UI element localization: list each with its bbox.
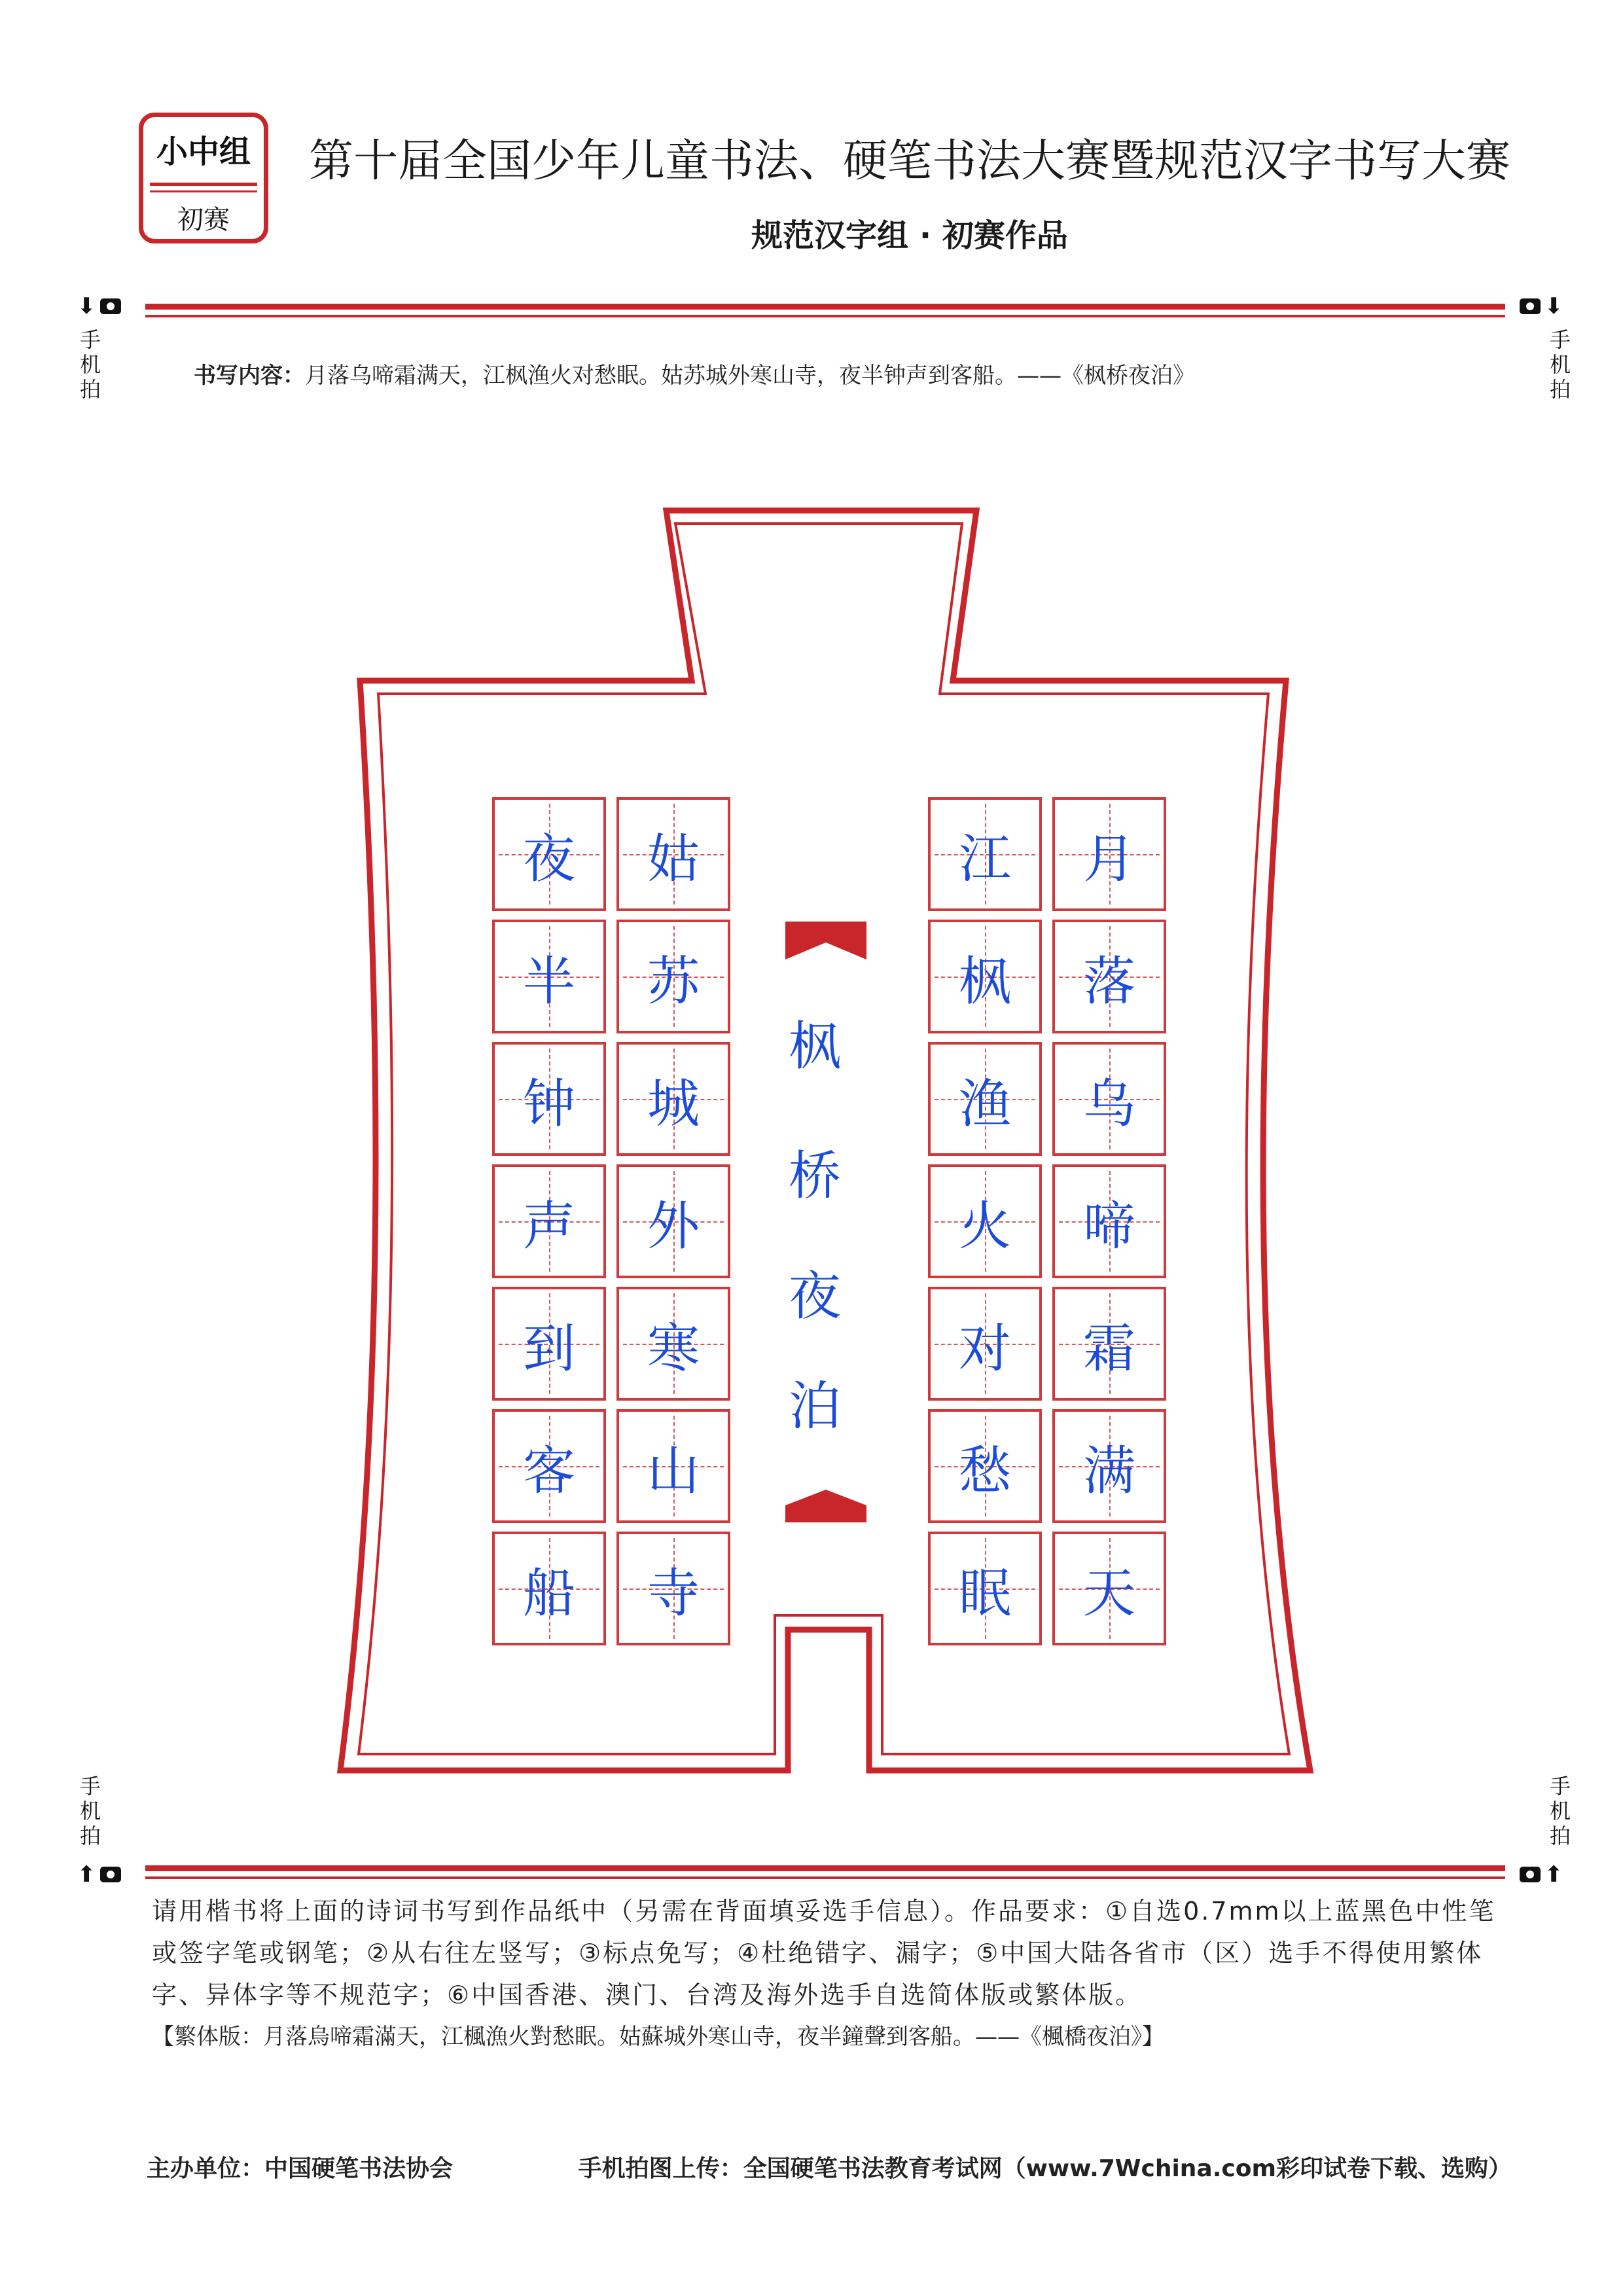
bottom-rule-thin bbox=[145, 1876, 1505, 1879]
grid-char: 啼 bbox=[1083, 1195, 1135, 1257]
grid-cell bbox=[492, 1532, 606, 1645]
grid-char: 夜 bbox=[523, 828, 575, 889]
arrow-down-icon: ⬇ bbox=[1544, 293, 1563, 319]
grid-cell bbox=[1052, 797, 1166, 911]
grid-cell bbox=[492, 1409, 606, 1523]
grid-cell bbox=[492, 1287, 606, 1401]
grid-cell bbox=[1052, 1287, 1166, 1401]
grid-cell bbox=[492, 920, 606, 1033]
grid-char: 外 bbox=[647, 1195, 700, 1257]
grid-char: 乌 bbox=[1083, 1073, 1135, 1134]
grid-char: 霜 bbox=[1083, 1318, 1135, 1379]
writing-content-text: 月落乌啼霜满天，江枫渔火对愁眠。姑苏城外寒山寺，夜半钟声到客船。——《枫桥夜泊》 bbox=[305, 362, 1195, 389]
grid-cell bbox=[928, 920, 1042, 1033]
title-char: 泊 bbox=[789, 1375, 841, 1437]
grid-char: 寒 bbox=[647, 1318, 700, 1379]
grid-char: 眠 bbox=[959, 1562, 1011, 1624]
traditional-version: 【繁体版：月落烏啼霜滿天，江楓漁火對愁眠。姑蘇城外寒山寺，夜半鐘聲到客船。——《楓橋夜泊》】 bbox=[152, 2023, 1164, 2050]
page-subtitle: 规范汉字组 · 初赛作品 bbox=[751, 217, 1068, 254]
grid-char: 枫 bbox=[959, 950, 1011, 1012]
upload-info-text: 手机拍图上传：全国硬笔书法教育考试网（www.7Wchina.com彩印试卷下载、选购） bbox=[578, 2155, 1512, 2182]
grid-cell bbox=[1052, 1409, 1166, 1523]
grid-cell bbox=[616, 1042, 730, 1156]
grid-char: 城 bbox=[647, 1073, 700, 1134]
grid-cell bbox=[928, 1042, 1042, 1156]
grid-cell bbox=[1052, 1532, 1166, 1645]
grid-cell bbox=[928, 1287, 1042, 1401]
grid-char: 天 bbox=[1083, 1562, 1135, 1624]
arrow-up-icon: ⬆ bbox=[1544, 1861, 1563, 1888]
grid-char: 满 bbox=[1083, 1440, 1135, 1501]
grid-char: 声 bbox=[523, 1195, 575, 1257]
phone-mark-text-top-left: 手 机 拍 bbox=[79, 327, 101, 402]
phone-mark-text-bottom-right: 手 机 拍 bbox=[1549, 1774, 1571, 1848]
grid-char: 半 bbox=[523, 950, 575, 1012]
phone-mark-text-bottom-left: 手 机 拍 bbox=[79, 1774, 101, 1848]
badge-group-label: 小中组 bbox=[156, 133, 251, 170]
grid-char: 苏 bbox=[647, 950, 700, 1012]
grid-char: 船 bbox=[523, 1562, 575, 1624]
camera-icon bbox=[100, 1867, 121, 1882]
page-title: 第十届全国少年儿童书法、硬笔书法大赛暨规范汉字书写大赛 bbox=[308, 135, 1510, 187]
grid-char: 对 bbox=[959, 1318, 1011, 1379]
grid-cell bbox=[616, 1164, 730, 1278]
organizer-text: 主办单位：中国硬笔书法协会 bbox=[147, 2155, 454, 2182]
grid-cell bbox=[1052, 1164, 1166, 1278]
grid-char: 客 bbox=[523, 1440, 575, 1501]
grid-cell bbox=[492, 1042, 606, 1156]
grid-cell bbox=[616, 920, 730, 1033]
grid-cell bbox=[928, 1532, 1042, 1645]
grid-cell bbox=[1052, 1042, 1166, 1156]
grid-cell bbox=[928, 1409, 1042, 1523]
grid-cell bbox=[492, 1164, 606, 1278]
grid-char: 江 bbox=[959, 828, 1011, 889]
grid-char: 月 bbox=[1083, 828, 1135, 889]
phone-mark-bottom-left bbox=[77, 1861, 121, 1888]
arrow-up-icon: ⬆ bbox=[77, 1861, 96, 1888]
grid-cell bbox=[1052, 920, 1166, 1033]
grid-char: 愁 bbox=[959, 1440, 1011, 1501]
phone-mark-bottom-right bbox=[1520, 1861, 1563, 1888]
title-char: 桥 bbox=[789, 1145, 841, 1206]
bottom-rule-thick bbox=[145, 1865, 1505, 1871]
camera-icon bbox=[1520, 1867, 1541, 1882]
grid-cell bbox=[616, 1409, 730, 1523]
grid-cell bbox=[928, 797, 1042, 911]
grid-char: 钟 bbox=[523, 1073, 575, 1134]
grid-char: 山 bbox=[647, 1440, 700, 1501]
arrow-down-icon: ⬇ bbox=[77, 293, 96, 319]
grid-cell bbox=[928, 1164, 1042, 1278]
grid-cell bbox=[616, 1532, 730, 1645]
instructions-text: 请用楷书将上面的诗词书写到作品纸中（另需在背面填妥选手信息）。作品要求：①自选0.7mm以上蓝黑色中性笔或签字笔或钢笔；②从右往左竖写；③标点免写；④杜绝错字、漏字；⑤中国大陆各省市（区）选手不得使用繁体字、异体字等不规范字；⑥中国香港、澳门、台湾及海外选手自选简体版或繁体版。 bbox=[152, 1897, 1496, 2009]
grid-char: 渔 bbox=[959, 1073, 1011, 1134]
title-char: 枫 bbox=[789, 1015, 841, 1077]
grid-char: 落 bbox=[1083, 950, 1135, 1012]
badge-stage-label: 初赛 bbox=[177, 204, 230, 235]
phone-mark-text-top-right: 手 机 拍 bbox=[1549, 327, 1571, 402]
grid-char: 寺 bbox=[647, 1562, 700, 1624]
writing-content-label: 书写内容： bbox=[194, 362, 305, 389]
grid-cell bbox=[492, 797, 606, 911]
title-char: 夜 bbox=[789, 1265, 841, 1327]
grid-cell bbox=[616, 1287, 730, 1401]
grid-char: 到 bbox=[523, 1318, 575, 1379]
grid-char: 姑 bbox=[647, 828, 700, 889]
grid-char: 火 bbox=[959, 1195, 1011, 1257]
grid-cell bbox=[616, 797, 730, 911]
